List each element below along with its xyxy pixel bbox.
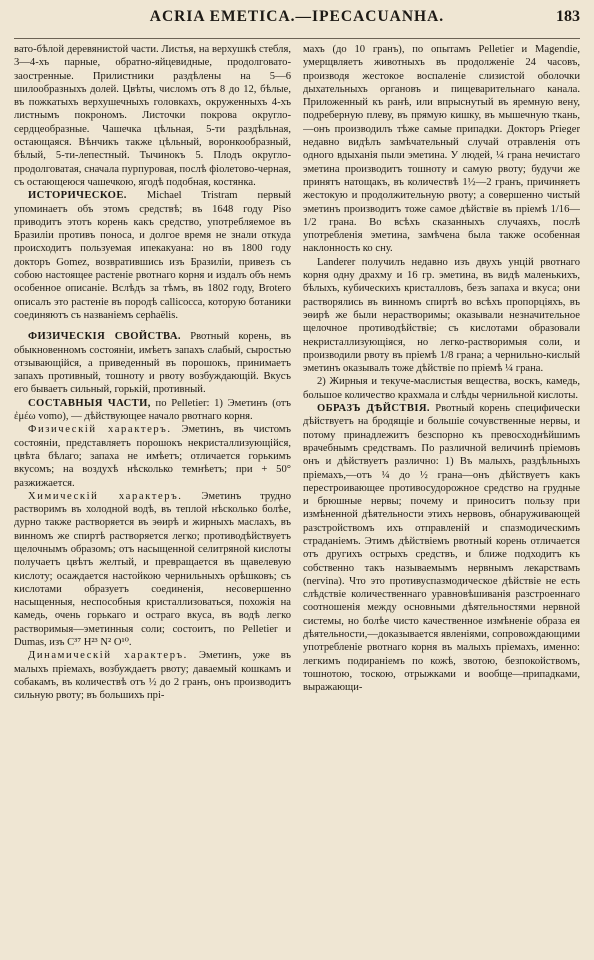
plant-description: вато-бѣлой деревянистой части. Листья, на верхушкѣ стебля, 3—4-хъ парные, обратно-яйцевидные, продолговато-заостренные. Прилистники раздѣлены на 5—6 шилообразныхъ долей. Цвѣты, числомъ отъ 8 до 12, бѣлые, въ пожкатыхъ верхушечныхъ головкахъ, окруженныхъ 4-хъ листнымъ покрономъ. Листочки покрова округло-сердцеобразные. Чашечка цѣльная, 5-ти раздѣльная, остающаяся. Вѣнчикъ также цѣльный, воронкообразный, бѣлый, 5-ти-лепестный. Тычинокъ 5. Плодъ округло-продолговатая, сначала пурпуровая, послѣ фіолетово-черная, съ остающеюся чашечкою, ягодѣ подобная, костянка. <box>14 44 291 188</box>
action-paragraph <box>303 402 580 695</box>
action-text: Рвотный корень специфически дѣйствуетъ на бродящіе и большіе сочувственные нервы, и потому принадлежитъ безспорно къ превосходнѣйшимъ врачебнымъ средствамъ. По различной величинѣ пріемовъ онъ и дѣйствуетъ различно: 1) Въ малыхъ, раздѣльныхъ пріемахъ,—отъ ¼ до ½ грана—онъ дѣйствуетъ какъ перестроивающее противосудорожное средство на грудные и брюшные нервы; почему и приноситъ пользу при измѣненной дѣятельности этихъ нервовъ, обнаруживающей разстройствомъ ихъ отправленій и спазмодическимъ страданіемъ. Этимъ дѣйствіемъ рвотный корень отличается отъ другихъ острыхъ средствъ, и ближе подходитъ къ собственно такъ называемымъ нервнымъ лекарствамъ (nervina). Что это противуспазмодическое дѣйствіе не есть слѣдствіе количественнаго уравновѣшиванія разстроеннаго соотношенія между основными дѣятельностями нервной системы, но болѣе чисто качественное измѣненіе образа ея дѣятельности,—доказывается явленіями, сопровождающими употребленіе рвотнаго корня въ малыхъ пріемахъ, именно: легкимъ подираніемъ по кожѣ, звотою, безпокойствомъ, тошнотою, тоскою, отрыжками и вообще—припадками, выражающи- <box>303 403 580 694</box>
components-heading: СОСТАВНЫЯ ЧАСТИ, <box>28 397 151 409</box>
landerer-paragraph: Landerer получилъ недавно изъ двухъ унцій рвотнаго корня одну драхму и 16 гр. эметина, въ видѣ маленькихъ, бѣлыхъ, кубическихъ кристалловъ, безъ запаха и вкуса; они растворялись въ винномъ спиртѣ во всѣхъ пропорціяхъ, въ эѳирѣ же были нерастворимы; оказывали незначительное щелочное противодѣйствіе; съ кислотами образовали некристаллизующіяся, но легко-растворимыя соли, и производили рвоту въ пріемѣ 1/8 грана; а чернильно-кислый эметинъ оказывалъ тоже дѣйствіе по пріемѣ ¼ грана. <box>303 256 580 375</box>
two-column-body <box>14 43 580 703</box>
running-title: ACRIA EMETICA.—IPECACUANHA. <box>149 8 445 25</box>
physical-character-paragraph <box>14 423 291 489</box>
history-heading: ИСТОРИЧЕСКОЕ. <box>28 190 127 202</box>
emetine-effects-paragraph: махъ (до 10 гранъ), по опытамъ Pelletier и Magendie, умерщвляетъ животныхъ въ продолженіе 24 часовъ, производя жестокое воспаленіе слизистой оболочки дыхательныхъ органовъ и пищеварительнаго канала. Приложенный къ ранѣ, или впрыснутый въ яремную вену, подреберную плеву, въ прямую кишку, въ мышечную ткань,—онъ производилъ тѣже самые припадки. Докторъ Prieger недавно видѣлъ замѣчательный случай отравленія отъ одного вдыханія пыли эметина. У людей, ¼ грана нечистаго эметина производитъ тошноту и самую рвоту; будучи же принятъ натощакъ, въ количествѣ 1½—2 гранъ, причиняетъ жестокую и продолжительную рвоту; а совершенно чистый эметинъ производитъ тоже самое дѣйствіе въ пріемѣ 1/16—1/2 грана. Во всѣхъ сказанныхъ случаяхъ, послѣ употребленія эметина, замѣчена была также особенная наклонность ко сну. <box>303 44 580 255</box>
components-text: по Pelletier: 1) Эметинъ (отъ ἐμέω vomo), — дѣйствующее начало рвотнаго корня. <box>14 397 291 423</box>
chemical-character-paragraph <box>14 490 291 650</box>
dynamic-character-text: Эметинъ, уже въ малыхъ пріемахъ, возбуждаетъ рвоту; даваемый кошкамъ и собакамъ, въ количествѣ отъ ½ до 2 гранъ, онъ производитъ сильную рвоту; въ большихъ прі- <box>14 650 291 702</box>
page-number: 183 <box>556 8 580 25</box>
physical-character-heading: Физическій характеръ. <box>28 424 172 436</box>
physical-character-text: Эметинъ, въ чистомъ состояніи, представляетъ порошокъ некристаллизующійся, цвѣта бѣлаго; запаха не имѣетъ; отличается горькимъ вкусомъ; на воздухѣ нѣсколько темнѣетъ; при + 50° разжижается. <box>14 424 291 489</box>
action-heading: ОБРАЗЪ ДѢЙСТВІЯ. <box>317 403 430 415</box>
dynamic-character-paragraph <box>14 649 291 702</box>
dynamic-character-heading: Динамическій характеръ. <box>28 650 188 662</box>
left-column <box>14 43 291 703</box>
history-text: Michael Tristram первый упоминаетъ объ этомъ средствѣ; въ 1648 году Piso приводитъ этотъ корень какъ средство, употребляемое въ Бразиліи противъ поноса, и долгое время не знали откуда происходитъ пользуемая ипекакуана: но въ 1800 году докторъ Gomez, возвратившись изъ Бразиліи, привезъ съ собою настоящее растеніе рвотнаго корня и издалъ объ немъ особенное описаніе. Вслѣдъ за тѣмъ, въ 1802 году, Brotero описалъ это растеніе въ породѣ callicocca, которую ботаники соединяютъ съ названіемъ cephaëlis. <box>14 190 291 321</box>
chemical-character-heading: Химическій характеръ. <box>28 490 183 502</box>
physical-properties-heading: ФИЗИЧЕСКІЯ СВОЙСТВА. <box>28 331 181 343</box>
running-header <box>14 8 580 39</box>
right-column <box>303 43 580 703</box>
chemical-character-text: Эметинъ трудно растворимъ въ холодной водѣ, въ теплой нѣсколько болѣе, дурно также растворяется въ эѳирѣ и жирныхъ маслахъ, въ винномъ же спиртѣ растворяется легко; противодѣйствуетъ щелочнымъ образомъ; отъ насыщенной селитряной кислоты получаетъ цвѣтъ желтый, и превращается въ щавелевую кислоту; осаждается настойкою чернильныхъ орѣшковъ; съ кислотами образуетъ соединенія, несовершенно насыщенныя, неспособныя кристаллизоваться, похожія на камедь, очень горькаго и остраго вкуса, въ водѣ легко растворимыя—эметинныя соли; состоитъ, по Pelletier и Dumas, изъ C³⁷ H²³ N² O¹⁰. <box>14 490 291 649</box>
history-paragraph <box>14 189 291 322</box>
physical-properties-paragraph <box>14 330 291 396</box>
other-components-paragraph: 2) Жирныя и текуче-маслистыя вещества, воскъ, камедь, большое количество крахмала и слѣды чернильной кислоты. <box>303 376 580 401</box>
physical-properties-text: Рвотный корень, въ обыкновенномъ состояніи, имѣетъ запахъ слабый, сыростью отзывающійся, а приведенный въ порошокъ, принимаетъ запахъ противный, тошноту и рвоту возбуждающій. Вкусъ его бываетъ сильный, горькій, противный. <box>14 331 291 396</box>
components-paragraph <box>14 397 291 424</box>
